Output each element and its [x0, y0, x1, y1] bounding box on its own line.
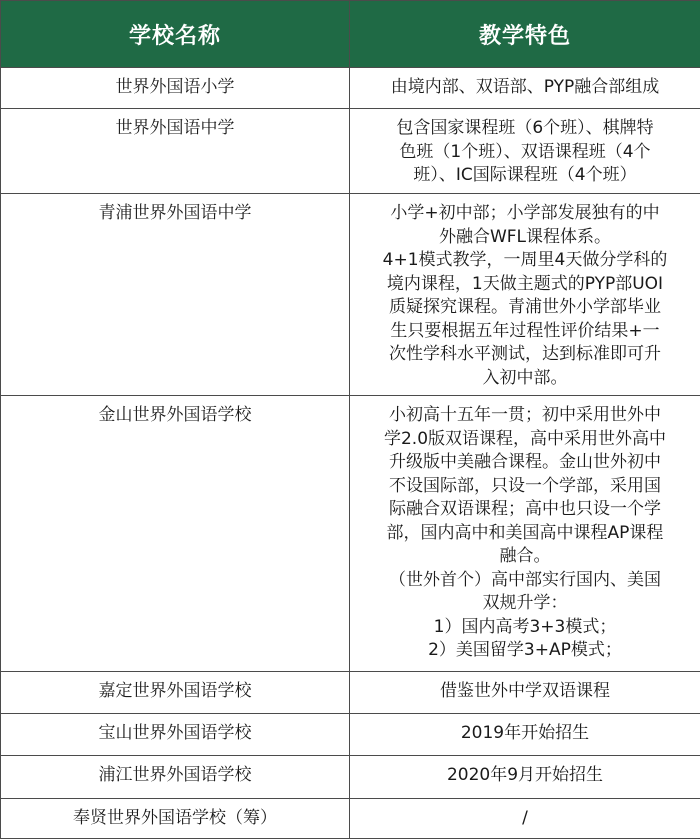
features-line: 由境内部、双语部、PYP融合部组成: [390, 77, 660, 97]
features-line: 4+1模式教学，一周里4天做分学科的: [382, 250, 668, 270]
features-cell: [350, 396, 700, 672]
features-cell: [350, 68, 700, 109]
features-line: 际融合双语课程；高中也只设一个学: [389, 499, 661, 519]
features-line: 双规升学：: [482, 593, 568, 613]
features-line: /: [522, 808, 528, 828]
header-school-name: 学校名称: [1, 1, 350, 68]
table-row: [1, 756, 700, 799]
table-row: [1, 396, 700, 672]
features-line: 2）美国留学3+AP模式；: [428, 640, 622, 660]
table-row: [1, 714, 700, 756]
features-line: 1）国内高考3+3模式；: [433, 616, 617, 637]
school-name-cell: 金山世界外国语学校: [1, 396, 350, 672]
features-cell: [350, 799, 700, 839]
features-line: 借鉴世外中学双语课程: [440, 681, 610, 701]
table-row: [1, 109, 700, 194]
features-line: 2019年开始招生: [460, 723, 590, 743]
features-cell: [350, 714, 700, 756]
school-name-cell: 宝山世界外国语学校: [1, 714, 350, 756]
table-row: [1, 194, 700, 396]
features-line: 小学+初中部；小学部发展独有的中: [390, 203, 660, 223]
features-line: 升级版中美融合课程。金山世外初中: [389, 452, 661, 472]
features-cell: [350, 109, 700, 194]
features-line: 学2.0版双语课程，高中采用世外高中: [383, 428, 667, 449]
features-line: 不设国际部，只设一个学部，采用国: [389, 475, 661, 496]
features-line: 包含国家课程班（6个班）、棋牌特: [396, 118, 654, 138]
school-name-cell: 世界外国语小学: [1, 68, 350, 109]
header-teaching-features: 教学特色: [350, 1, 700, 68]
features-line: 入初中部。: [482, 367, 568, 388]
table-row: [1, 68, 700, 109]
table-row: [1, 799, 700, 839]
features-cell: [350, 756, 700, 799]
table-header-row: [1, 1, 700, 68]
features-cell: [350, 672, 700, 714]
features-line: 小初高十五年一贯；初中采用世外中: [389, 405, 661, 425]
school-name-cell: 浦江世界外国语学校: [1, 756, 350, 799]
school-name-cell: 世界外国语中学: [1, 109, 350, 194]
table-row: [1, 672, 700, 714]
features-line: 生只要根据五年过程性评价结果+一: [390, 320, 660, 341]
features-line: 部，国内高中和美国高中课程AP课程: [386, 522, 664, 543]
features-line: 色班（1个班）、双语课程班（4个: [399, 141, 651, 162]
features-line: 外融合WFL课程体系。: [438, 226, 612, 247]
school-name-cell: 嘉定世界外国语学校: [1, 672, 350, 714]
features-line: 班）、IC国际课程班（4个班）: [413, 165, 637, 185]
features-line: 境内课程，1天做主题式的PYP部UOI: [386, 273, 664, 294]
features-line: 质疑探究课程。青浦世外小学部毕业: [389, 297, 661, 317]
features-line: （世外首个）高中部实行国内、美国: [389, 569, 661, 590]
school-name-cell: 奉贤世界外国语学校（筹）: [1, 799, 350, 839]
features-cell: [350, 194, 700, 396]
features-line: 次性学科水平测试，达到标准即可升: [389, 344, 661, 364]
features-line: 融合。: [499, 546, 551, 566]
features-line: 2020年9月开始招生: [446, 765, 604, 785]
school-name-cell: 青浦世界外国语中学: [1, 194, 350, 396]
